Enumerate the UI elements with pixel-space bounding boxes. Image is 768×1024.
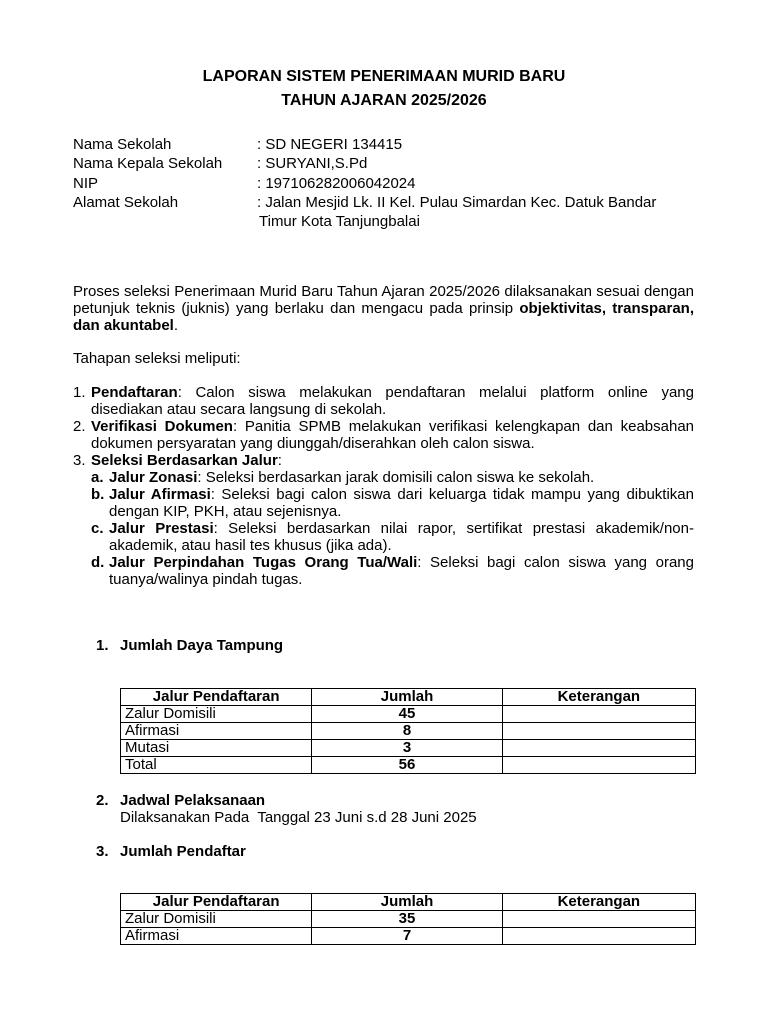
table-row <box>121 911 696 928</box>
substage-item <box>91 554 694 588</box>
intro-paragraph <box>73 283 694 334</box>
table-cell-count: 45 <box>312 706 502 723</box>
info-label-address: Alamat Sekolah <box>73 194 179 211</box>
table-row <box>121 757 696 774</box>
section3-title: Jumlah Pendaftar <box>120 843 246 860</box>
table-cell-note <box>502 740 695 757</box>
info-label-school-name: Nama Sekolah <box>73 136 172 153</box>
section1-number: 1. <box>96 637 109 654</box>
column-header: Jumlah <box>312 689 502 706</box>
substage-letter: b. <box>91 486 105 503</box>
substage-title: Jalur Afirmasi <box>109 486 211 503</box>
substage-desc: : Seleksi bagi calon siswa dari keluarga tidak mampu yang dibuktikan dengan KIP, PKH, atau sejenisnya. <box>109 486 694 520</box>
info-value-principal: : SURYANI,S.Pd <box>257 155 368 172</box>
stage-item <box>73 452 694 469</box>
intro-text: Proses seleksi Penerimaan Murid Baru Tahun Ajaran 2025/2026 dilaksanakan sesuai dengan petunjuk teknis (juknis) yang berlaku dan mengacu pada prinsip <box>73 283 694 317</box>
substage-text <box>109 554 694 588</box>
stage-number: 3. <box>73 452 86 469</box>
table-cell-route: Afirmasi <box>121 928 312 945</box>
substage-text <box>109 520 694 554</box>
stage-desc: : <box>277 452 282 469</box>
info-label-nip: NIP <box>73 175 99 192</box>
column-header: Keterangan <box>502 894 695 911</box>
substage-letter: a. <box>91 469 104 486</box>
stage-title: Pendaftaran <box>91 384 178 401</box>
column-header: Jumlah <box>312 894 502 911</box>
substage-desc: : Seleksi berdasarkan nilai rapor, sertifikat prestasi akademik/non-akademik, atau hasil tes khusus (jika ada). <box>109 520 694 554</box>
schedule-text: Dilaksanakan Pada Tanggal 23 Juni s.d 28 Juni 2025 <box>120 809 477 826</box>
table-row <box>121 740 696 757</box>
table-cell-note <box>502 706 695 723</box>
info-label-principal: Nama Kepala Sekolah <box>73 155 223 172</box>
info-value-address: : Jalan Mesjid Lk. II Kel. Pulau Simardan Kec. Datuk Bandar <box>257 194 657 211</box>
substage-desc: : Seleksi bagi calon siswa yang orang tuanya/walinya pindah tugas. <box>109 554 694 588</box>
stages-intro: Tahapan seleksi meliputi: <box>73 350 241 367</box>
table-cell-route: Total <box>121 757 312 774</box>
substage-letter: c. <box>91 520 104 537</box>
stage-item <box>73 384 694 418</box>
table-header-row <box>121 894 696 911</box>
table-row <box>121 723 696 740</box>
substage-title: Jalur Perpindahan Tugas Orang Tua/Wali <box>109 554 418 571</box>
table-cell-route: Zalur Domisili <box>121 706 312 723</box>
table-cell-note <box>502 928 695 945</box>
table-header-row <box>121 689 696 706</box>
substage-item <box>91 486 694 520</box>
stage-desc: : Panitia SPMB melakukan verifikasi kelengkapan dan keabsahan dokumen persyaratan yang diunggah/diserahkan oleh calon siswa. <box>91 418 694 452</box>
stage-number: 1. <box>73 384 86 401</box>
applicants-table <box>120 893 696 945</box>
table-cell-route: Zalur Domisili <box>121 911 312 928</box>
section1-title: Jumlah Daya Tampung <box>120 637 284 654</box>
report-title-line1: LAPORAN SISTEM PENERIMAAN MURID BARU <box>202 68 566 85</box>
section3-number: 3. <box>96 843 109 860</box>
report-title-line2: TAHUN AJARAN 2025/2026 <box>281 92 487 109</box>
column-header: Keterangan <box>502 689 695 706</box>
column-header: Jalur Pendaftaran <box>121 894 312 911</box>
table-cell-note <box>502 723 695 740</box>
substage-title: Jalur Prestasi <box>109 520 214 537</box>
substage-text <box>109 486 694 520</box>
substage-text <box>109 469 694 486</box>
table-cell-count: 56 <box>312 757 502 774</box>
stage-number: 2. <box>73 418 86 435</box>
intro-end: . <box>173 317 179 334</box>
substage-desc: : Seleksi berdasarkan jarak domisili calon siswa ke sekolah. <box>197 469 595 486</box>
table-row <box>121 928 696 945</box>
capacity-table <box>120 688 696 774</box>
table-cell-note <box>502 911 695 928</box>
substage-title: Jalur Zonasi <box>109 469 198 486</box>
stage-title: Verifikasi Dokumen <box>91 418 233 435</box>
table-row <box>121 706 696 723</box>
substage-item <box>91 520 694 554</box>
table-cell-note <box>502 757 695 774</box>
table-cell-count: 3 <box>312 740 502 757</box>
table-cell-route: Mutasi <box>121 740 312 757</box>
stage-text <box>91 384 694 418</box>
substage-letter: d. <box>91 554 105 571</box>
table-cell-route: Afirmasi <box>121 723 312 740</box>
column-header: Jalur Pendaftaran <box>121 689 312 706</box>
stage-text <box>91 452 694 469</box>
table-cell-count: 7 <box>312 928 502 945</box>
stage-item <box>73 418 694 452</box>
substage-item <box>91 469 694 486</box>
info-value-address-line2: Timur Kota Tanjungbalai <box>259 213 420 230</box>
section2-number: 2. <box>96 792 109 809</box>
section2-title: Jadwal Pelaksanaan <box>120 792 266 809</box>
stage-text <box>91 418 694 452</box>
info-value-school-name: : SD NEGERI 134415 <box>257 136 403 153</box>
intro-principles: objektivitas, transparan, dan akuntabel <box>73 300 695 334</box>
info-value-nip: : 197106282006042024 <box>257 175 416 192</box>
table-cell-count: 8 <box>312 723 502 740</box>
table-cell-count: 35 <box>312 911 502 928</box>
stage-title: Seleksi Berdasarkan Jalur <box>91 452 278 469</box>
stage-desc: : Calon siswa melakukan pendaftaran melalui platform online yang disediakan atau secara langsung di sekolah. <box>91 384 694 418</box>
